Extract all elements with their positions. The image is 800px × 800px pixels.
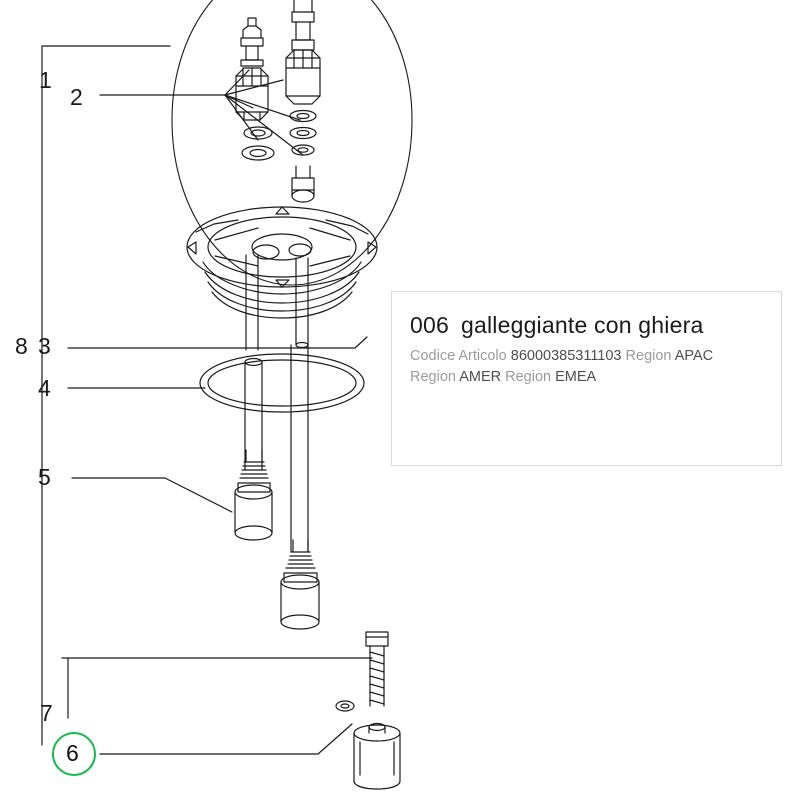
region-label-2: Region [410, 369, 456, 386]
region-value-amer: AMER [459, 369, 502, 386]
part-gasket-ring [200, 354, 364, 412]
part-oring-right-3 [292, 145, 314, 155]
callout-label-2[interactable]: 2 [70, 84, 83, 110]
leader-lines-3-4 [68, 337, 367, 388]
callout-label-3[interactable]: 3 [38, 333, 51, 359]
code-label: Codice Articolo [410, 348, 507, 364]
part-main-flange [187, 207, 377, 318]
callout-label-8[interactable]: 8 [15, 333, 28, 359]
part-connector-right-body [281, 575, 319, 629]
code-value: 86000385311103 [510, 348, 622, 364]
callout-label-4[interactable]: 4 [38, 375, 51, 401]
part-rods [245, 345, 308, 552]
callout-label-5[interactable]: 5 [38, 464, 51, 490]
part-number: 006 [410, 312, 449, 338]
part-impeller-right [286, 50, 320, 104]
part-small-washer [336, 701, 354, 711]
leader-bracket-1 [42, 46, 170, 140]
part-bolt [366, 632, 388, 706]
part-cap-small-left [241, 18, 263, 66]
part-oring-left-1 [244, 127, 272, 139]
part-info-panel [391, 291, 782, 466]
part-stem-top-right [292, 0, 314, 50]
region-value-apac: APAC [674, 348, 714, 364]
callout-label-7[interactable]: 7 [40, 700, 53, 726]
region-label-1: Region [625, 348, 672, 364]
part-oring-right-1 [290, 111, 316, 122]
leader-bracket-7 [62, 658, 372, 718]
part-meta [410, 346, 763, 388]
part-oring-left-2 [242, 146, 274, 160]
part-oring-right-2 [290, 128, 316, 139]
region-label-3: Region [505, 369, 552, 386]
part-connector-left-body [235, 485, 272, 540]
region-value-emea: EMEA [555, 369, 597, 386]
leader-line-5 [72, 478, 232, 512]
part-impeller-left [236, 68, 268, 120]
leader-lines-2 [100, 70, 303, 155]
part-valve-small [292, 166, 314, 202]
part-title [410, 312, 763, 339]
leader-line-6 [100, 724, 352, 754]
callout-label-6[interactable]: 6 [66, 740, 79, 766]
callout-label-1[interactable]: 1 [39, 67, 52, 93]
part-name: galleggiante con ghiera [460, 312, 704, 338]
part-float-weight [354, 724, 400, 790]
